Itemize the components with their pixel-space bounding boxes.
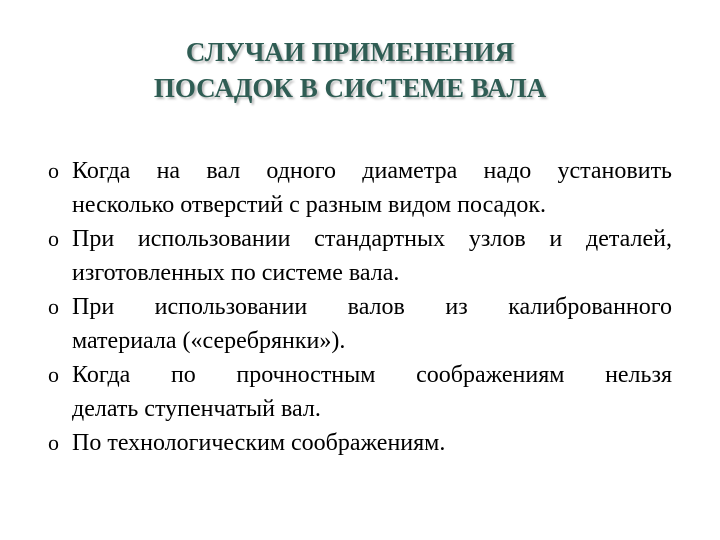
slide-title [0, 34, 700, 106]
bullet-text-line-1: Когда по прочностным соображениям нельзя [72, 362, 672, 388]
bullet-text-line-1: При использовании валов из калиброванного [72, 294, 672, 320]
bullet-text-line-2: несколько отверстий с разным видом посадок. [72, 192, 547, 218]
bullet-item [48, 290, 672, 358]
bullet-text-line-1: Когда на вал одного диаметра надо установить [72, 158, 672, 184]
bullet-marker-icon: o [48, 294, 59, 319]
bullet-marker-icon: o [48, 226, 59, 251]
bullet-text-line-2: изготовленных по системе вала. [72, 260, 400, 286]
slide-title-line-1: СЛУЧАИ ПРИМЕНЕНИЯ [185, 37, 515, 67]
bullet-marker-icon: o [48, 158, 59, 183]
bullet-text-line-1: При использовании стандартных узлов и деталей, [72, 226, 672, 252]
bullet-text-line-2: делать ступенчатый вал. [72, 396, 321, 422]
bullet-text-line-2: материала («серебрянки»). [72, 328, 346, 354]
slide-title-line-2: ПОСАДОК В СИСТЕМЕ ВАЛА [153, 73, 547, 103]
bullet-item [48, 154, 672, 222]
bullet-marker-icon: o [48, 430, 59, 455]
bullet-item [48, 358, 672, 426]
bullet-list [48, 154, 672, 460]
bullet-marker-icon: o [48, 362, 59, 387]
bullet-text-line-1: По технологическим соображениям. [72, 430, 446, 456]
bullet-item [48, 426, 672, 460]
bullet-item [48, 222, 672, 290]
